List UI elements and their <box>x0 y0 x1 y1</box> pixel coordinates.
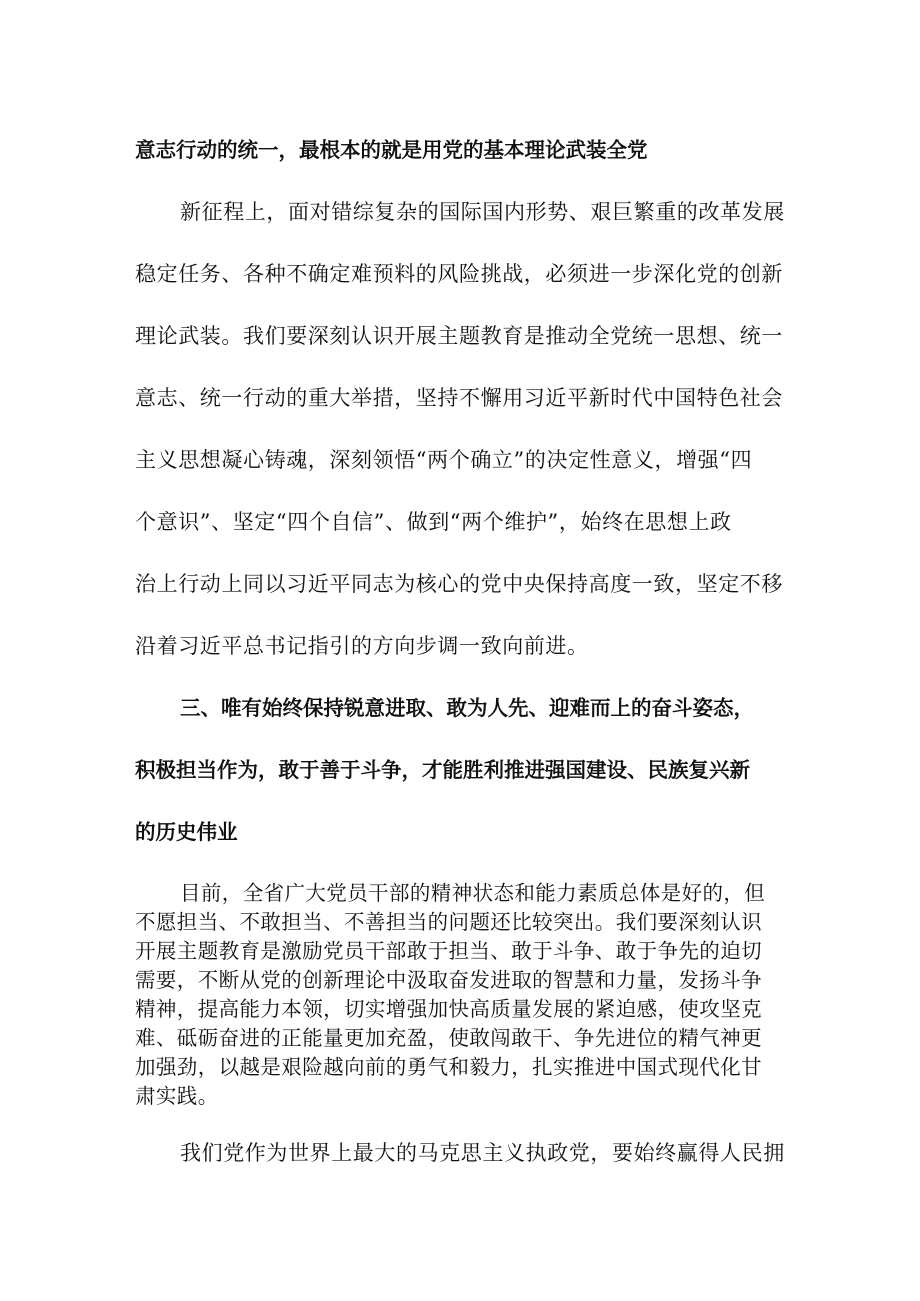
section-heading-line: 积极担当作为，敢于善于斗争，才能胜利推进强国建设、民族复兴新 <box>135 758 750 782</box>
paragraph-line: 难、砥砺奋进的正能量更加充盈，使敢闯敢干、争先进位的精气神更 <box>135 1026 762 1050</box>
paragraph-line: 加强劲，以越是艰险越向前的勇气和毅力，扎实推进中国式现代化甘 <box>135 1055 762 1079</box>
section-heading-line: 三、唯有始终保持锐意进取、敢为人先、迎难而上的奋斗姿态， <box>180 696 754 720</box>
paragraph-line: 理论武装。我们要深刻认识开展主题教育是推动全党统一思想、统一 <box>135 324 783 348</box>
paragraph-line: 肃实践。 <box>135 1084 219 1108</box>
paragraph-line: 个意识”、坚定“四个自信”、做到“两个维护”，始终在思想上政 <box>135 510 732 534</box>
paragraph-line: 主义思想凝心铸魂，深刻领悟“两个确立”的决定性意义，增强“四 <box>135 448 753 472</box>
paragraph-line: 开展主题教育是激励党员干部敢于担当、敢于斗争、敢于争先的迫切 <box>135 939 762 963</box>
paragraph-line: 稳定任务、各种不确定难预料的风险挑战，必须进一步深化党的创新 <box>135 262 783 286</box>
paragraph-line: 沿着习近平总书记指引的方向步调一致向前进。 <box>135 634 589 658</box>
paragraph-line: 我们党作为世界上最大的马克思主义执政党，要始终赢得人民拥 <box>180 1141 785 1165</box>
heading-continuation: 意志行动的统一，最根本的就是用党的基本理论武装全党 <box>135 138 648 162</box>
paragraph-line: 精神，提高能力本领，切实增强加快高质量发展的紧迫感，使攻坚克 <box>135 997 762 1021</box>
paragraph-line: 目前，全省广大党员干部的精神状态和能力素质总体是好的，但 <box>180 881 766 905</box>
paragraph-line: 治上行动上同以习近平同志为核心的党中央保持高度一致，坚定不移 <box>135 572 783 596</box>
paragraph-line: 新征程上，面对错综复杂的国际国内形势、艰巨繁重的改革发展 <box>180 200 785 224</box>
paragraph-line: 意志、统一行动的重大举措，坚持不懈用习近平新时代中国特色社会 <box>135 386 783 410</box>
paragraph-line: 需要，不断从党的创新理论中汲取奋发进取的智慧和力量，发扬斗争 <box>135 968 762 992</box>
section-heading-line: 的历史伟业 <box>135 820 238 844</box>
paragraph-line: 不愿担当、不敢担当、不善担当的问题还比较突出。我们要深刻认识 <box>135 910 762 934</box>
